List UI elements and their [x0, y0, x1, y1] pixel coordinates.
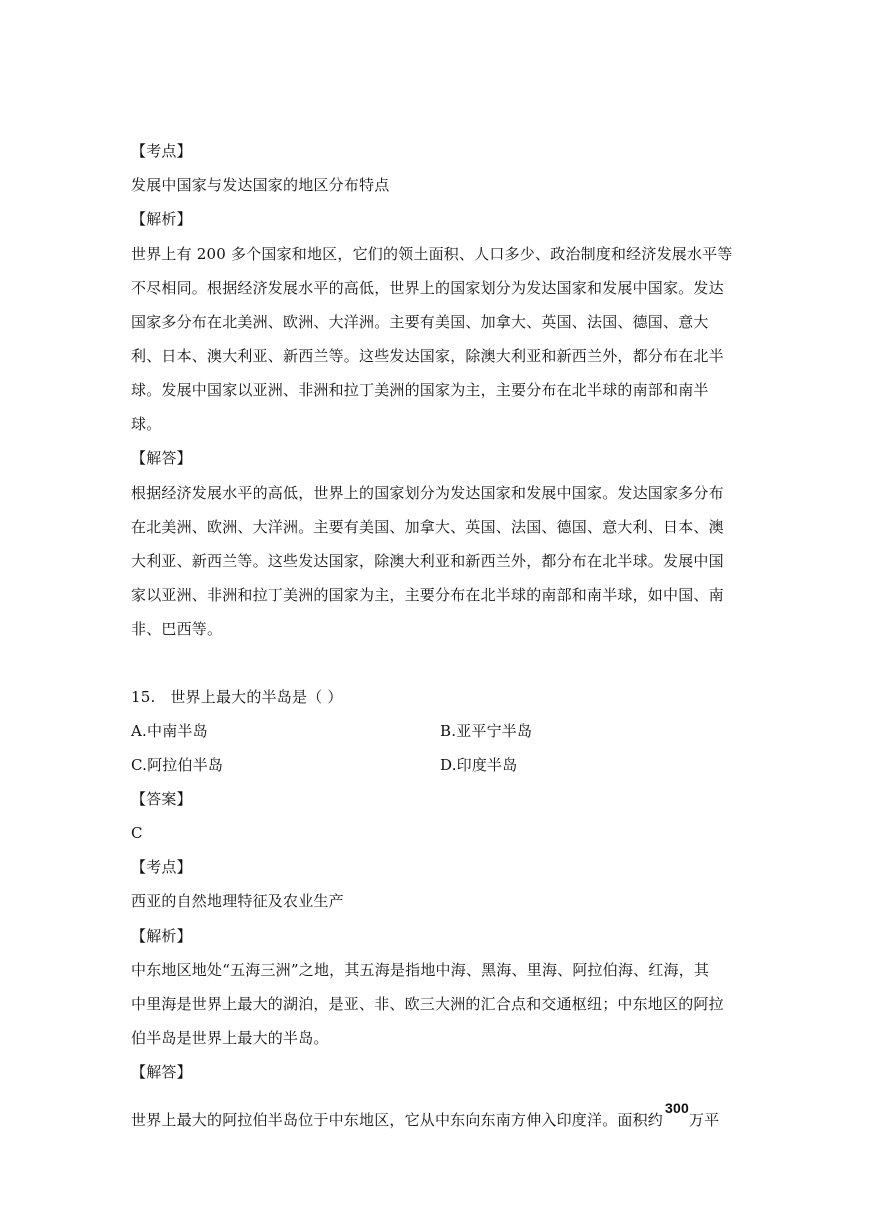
jiexi-line-4: 利、日本、澳大利亚、新西兰等。这些发达国家，除澳大利亚和新西兰外，都分布在北半	[131, 347, 724, 365]
jiexi-line-2: 不尽相同。根据经济发展水平的高低，世界上的国家划分为发达国家和发展中国家。发达	[131, 279, 724, 297]
kaodian-text-2: 西亚的自然地理特征及农业生产	[131, 892, 344, 910]
option-c: C.阿拉伯半岛	[131, 756, 224, 774]
jieda-heading-1: 【解答】	[131, 449, 192, 467]
jieda-line-2-1	[131, 1100, 720, 1130]
jiexi-line-1: 世界上有 200 多个国家和地区，它们的领土面积、人口多少、政治制度和经济发展水平等	[131, 245, 733, 263]
kaodian-heading-1: 【考点】	[131, 142, 192, 160]
option-a: A.中南半岛	[131, 722, 208, 740]
kaodian-text-1: 发展中国家与发达国家的地区分布特点	[131, 176, 390, 194]
area-number: 300	[665, 1100, 689, 1116]
jiexi-heading-2: 【解析】	[131, 927, 192, 945]
jieda-line-4: 家以亚洲、非洲和拉丁美洲的国家为主，主要分布在北半球的南部和南半球，如中国、南	[131, 586, 724, 604]
jiexi-line-2-3: 伯半岛是世界上最大的半岛。	[131, 1029, 329, 1047]
option-b: B.亚平宁半岛	[440, 722, 533, 740]
jiexi-line-3: 国家多分布在北美洲、欧洲、大洋洲。主要有美国、加拿大、英国、法国、德国、意大	[131, 313, 709, 331]
jieda-line-suffix: 万平	[688, 1111, 720, 1129]
jiexi-line-2-1: 中东地区地处“五海三洲”之地，其五海是指地中海、黑海、里海、阿拉伯海、红海，其	[131, 961, 710, 979]
jieda-line-5: 非、巴西等。	[131, 620, 223, 638]
jiexi-line-2-2: 中里海是世界上最大的湖泊，是亚、非、欧三大洲的汇合点和交通枢纽；中东地区的阿拉	[131, 995, 724, 1013]
jiexi-heading-1: 【解析】	[131, 210, 192, 228]
daan-heading: 【答案】	[131, 790, 192, 808]
daan-text: C	[131, 824, 143, 842]
jieda-line-prefix: 世界上最大的阿拉伯半岛位于中东地区，它从中东向东南方伸入印度洋。面积约	[131, 1111, 664, 1129]
jieda-line-1: 根据经济发展水平的高低，世界上的国家划分为发达国家和发展中国家。发达国家多分布	[131, 484, 724, 502]
question-15-stem: 15. 世界上最大的半岛是（ ）	[131, 688, 343, 706]
kaodian-heading-2: 【考点】	[131, 858, 192, 876]
jieda-line-2: 在北美洲、欧洲、大洋洲。主要有美国、加拿大、英国、法国、德国、意大利、日本、澳	[131, 518, 724, 536]
option-d: D.印度半岛	[440, 756, 518, 774]
jieda-line-3: 大利亚、新西兰等。这些发达国家，除澳大利亚和新西兰外，都分布在北半球。发展中国	[131, 552, 724, 570]
jiexi-line-5: 球。发展中国家以亚洲、非洲和拉丁美洲的国家为主，主要分布在北半球的南部和南半	[131, 381, 709, 399]
jiexi-line-6: 球。	[131, 415, 162, 433]
jieda-heading-2: 【解答】	[131, 1063, 192, 1081]
